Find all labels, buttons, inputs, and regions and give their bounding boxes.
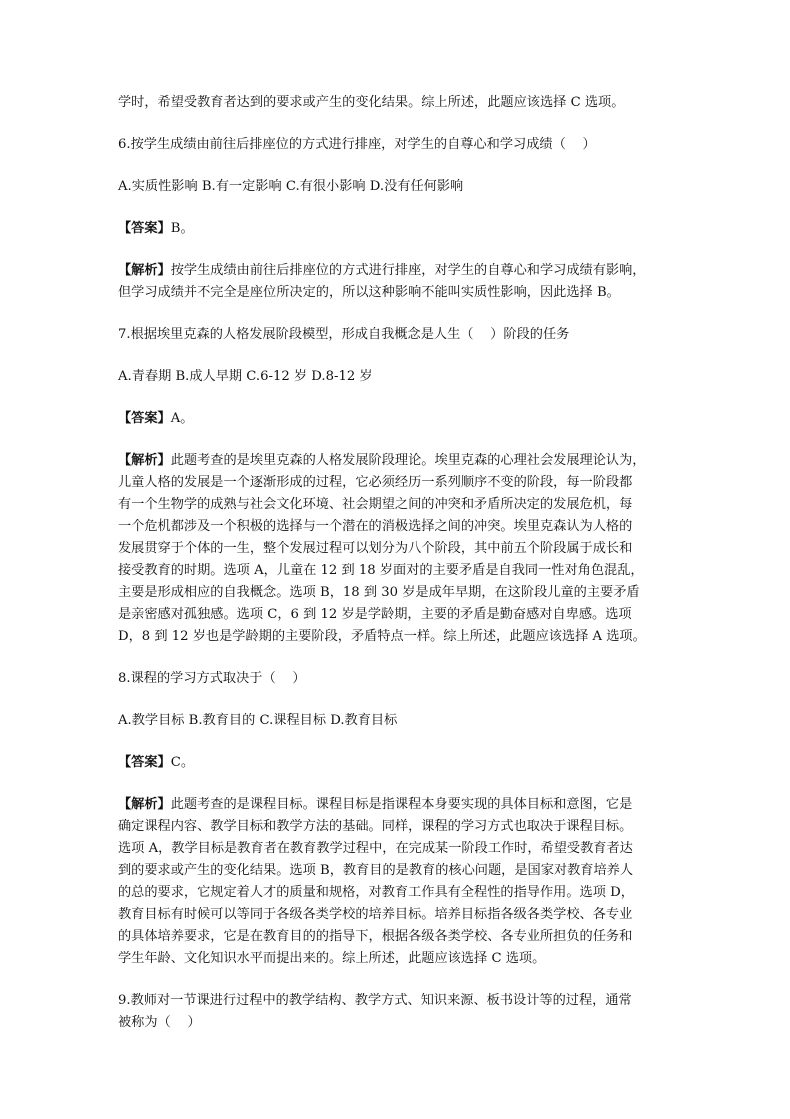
stem-line: 9.教师对一节课进行过程中的教学结构、教学方式、知识来源、板书设计等的过程，通常	[118, 993, 632, 1008]
question-7-options: A.青春期 B.成人早期 C.6-12 岁 D.8-12 岁	[118, 369, 373, 384]
continuation-text: 学时，希望受教育者达到的要求或产生的变化结果。综上所述，此题应该选择 C 选项。	[118, 95, 625, 110]
analysis-line: 有一个生物学的成熟与社会文化环境、社会期望之间的冲突和矛盾所决定的发展危机，每	[118, 497, 633, 512]
answer-tag: 【答案】	[118, 411, 171, 426]
analysis-line: 按学生成绩由前往后排座位的方式进行排座，对学生的自尊心和学习成绩有影响，	[170, 263, 646, 278]
stem-line: 被称为（ ）	[118, 1015, 201, 1030]
question-6-stem: 6.按学生成绩由前往后排座位的方式进行排座，对学生的自尊心和学习成绩（ ）	[118, 137, 596, 152]
analysis-line: 此题考查的是埃里克森的人格发展阶段理论。埃里克森的心理社会发展理论认为，	[170, 453, 646, 468]
answer-value: C。	[170, 755, 195, 770]
analysis-line: 接受教育的时期。选项 A，儿童在 12 到 18 岁面对的主要矛盾是自我同一性对角色混乱，	[118, 563, 644, 578]
answer-value: B。	[170, 221, 194, 236]
analysis-tag: 【解析】	[118, 453, 171, 468]
analysis-line: 的具体培养要求，它是在教育目的的指导下，根据各级各类学校、各专业所担负的任务和	[118, 929, 633, 944]
analysis-line: 学生年龄、文化知识水平而提出来的。综上所述，此题应该选择 C 选项。	[118, 951, 546, 966]
analysis-line: 但学习成绩并不完全是座位所决定的，所以这种影响不能叫实质性影响，因此选择 B。	[118, 285, 620, 300]
analysis-line: 一个危机都涉及一个积极的选择与一个潜在的消极选择之间的冲突。埃里克森认为人格的	[118, 519, 633, 534]
analysis-line: 选项 A，教学目标是教育者在教育教学过程中，在完成某一阶段工作时，希望受教育者达	[118, 841, 633, 856]
question-7-answer	[118, 408, 680, 430]
analysis-tag: 【解析】	[118, 797, 171, 812]
question-6-analysis	[118, 260, 680, 304]
analysis-line: 儿童人格的发展是一个逐渐形成的过程，它必须经历一系列顺序不变的阶段，每一阶段都	[118, 475, 633, 490]
question-8-analysis	[118, 794, 680, 970]
analysis-line: 是亲密感对孤独感。选项 C，6 到 12 岁是学龄期，主要的矛盾是勤奋感对自卑感。选项	[118, 607, 632, 622]
answer-tag: 【答案】	[118, 755, 171, 770]
analysis-line: 发展贯穿于个体的一生，整个发展过程可以划分为八个阶段，其中前五个阶段属于成长和	[118, 541, 633, 556]
analysis-tag: 【解析】	[118, 263, 171, 278]
question-7-analysis	[118, 450, 680, 648]
question-8-answer	[118, 752, 680, 774]
question-6-answer	[118, 218, 680, 240]
question-9-stem	[118, 990, 680, 1034]
analysis-line: 确定课程内容、教学目标和教学方法的基础。同样，课程的学习方式也取决于课程目标。	[118, 819, 633, 834]
analysis-line: 教育目标有时候可以等同于各级各类学校的培养目标。培养目标指各级各类学校、各专业	[118, 907, 633, 922]
analysis-line: 主要是形成相应的自我概念。选项 B，18 到 30 岁是成年早期，在这阶段儿童的主要矛盾	[118, 585, 640, 600]
analysis-line: 的总的要求，它规定着人才的质量和规格，对教育工作具有全程性的指导作用。选项 D，	[118, 885, 634, 900]
question-8-options: A.教学目标 B.教育目的 C.课程目标 D.教育目标	[118, 713, 398, 728]
analysis-line: D，8 到 12 岁也是学龄期的主要阶段，矛盾特点一样。综上所述，此题应该选择 A 选项。	[118, 629, 646, 644]
question-7-stem: 7.根据埃里克森的人格发展阶段模型，形成自我概念是人生（ ）阶段的任务	[118, 327, 570, 342]
answer-value: A。	[170, 411, 194, 426]
question-6-options: A.实质性影响 B.有一定影响 C.有很小影响 D.没有任何影响	[118, 179, 464, 194]
analysis-line: 到的要求或产生的变化结果。选项 B，教育目的是教育的核心问题，是国家对教育培养人	[118, 863, 634, 878]
document-page	[118, 92, 680, 1034]
answer-tag: 【答案】	[118, 221, 171, 236]
analysis-line: 此题考查的是课程目标。课程目标是指课程本身要实现的具体目标和意图，它是	[170, 797, 633, 812]
question-8-stem: 8.课程的学习方式取决于（ ）	[118, 671, 306, 686]
